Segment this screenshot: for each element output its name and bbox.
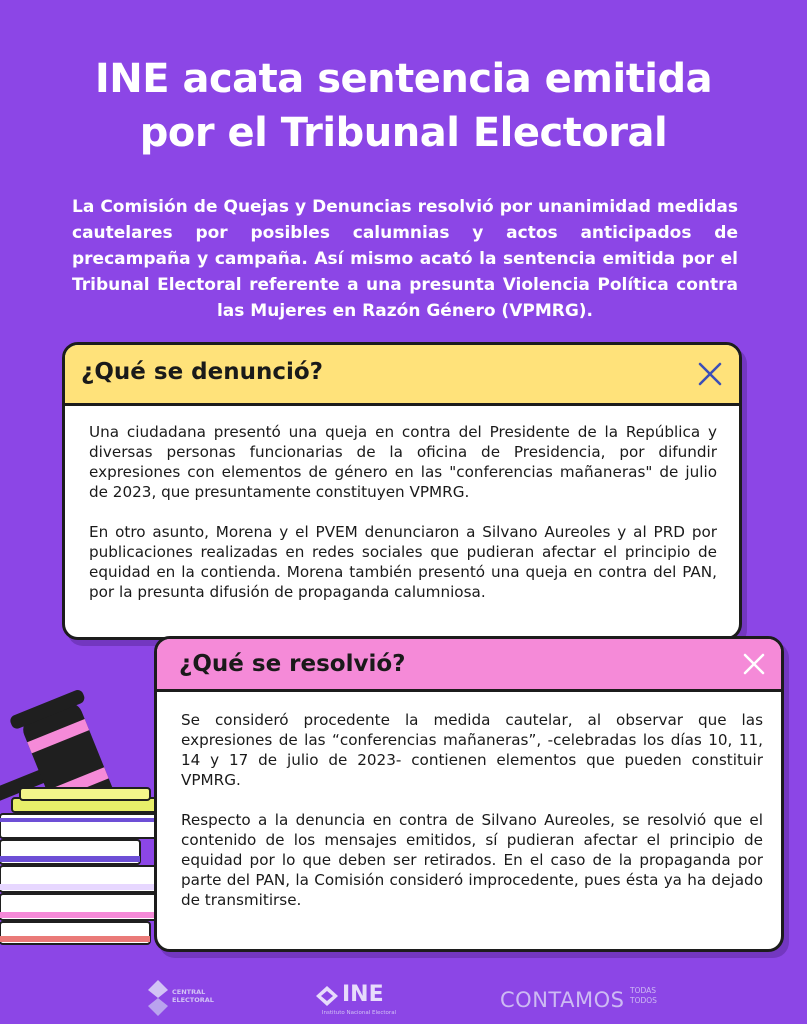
- card-resolucion: [154, 636, 784, 952]
- card-denuncia-paragraph-2: En otro asunto, Morena y el PVEM denunciaron a Silvano Aureoles y al PRD por publicaciones realizadas en redes sociales que pudieran afectar el principio de equidad en la contienda. Morena también presentó una queja en contra del PAN, por la presunta difusión de propaganda calumniosa.: [89, 523, 717, 601]
- ine-logo-subtitle: Instituto Nacional Electoral: [321, 1010, 397, 1016]
- ine-logo-text: INE: [342, 982, 384, 1007]
- central-electoral-logo: [146, 980, 226, 1020]
- card-denuncia: [62, 342, 742, 640]
- contamos-small-2: TODOS: [630, 996, 657, 1005]
- card-denuncia-header: [65, 345, 739, 406]
- contamos-text: CONTAMOS: [500, 988, 625, 1012]
- ine-logo: [314, 980, 402, 1020]
- card-denuncia-body: [65, 406, 739, 602]
- ine-emblem-icon: [314, 984, 340, 1010]
- central-electoral-icon: [146, 980, 170, 1016]
- card-resolucion-title: ¿Qué se resolvió?: [179, 651, 406, 677]
- card-resolucion-paragraph-1: Se consideró procedente la medida cautelar, al observar que las expresiones de las “conferencias mañaneras”, -celebradas los días 10, 11, 14 y 17 de julio de 2023- contienen elementos que pueden constituir VPMRG.: [181, 711, 763, 789]
- page-title: [0, 52, 807, 160]
- intro-text: La Comisión de Quejas y Denuncias resolvió por unanimidad medidas cautelares por posibles calumnias y actos anticipados de precampaña y campaña. Así mismo acató la sentencia emitida por el Tribunal Electoral referente a una presunta Violencia Política contra las Mujeres en Razón Género (VPMRG).: [72, 197, 738, 321]
- central-text-line-1: CENTRAL: [172, 988, 206, 996]
- central-text-line-2: ELECTORAL: [172, 996, 214, 1004]
- card-denuncia-paragraph-1: Una ciudadana presentó una queja en contra del Presidente de la República y diversas personas funcionarias de la oficina de Presidencia, por difundir expresiones con elementos de género en las "conferencias mañaneras" de julio de 2023, que presuntamente constituyen VPMRG.: [89, 423, 717, 501]
- title-line-1: INE acata sentencia emitida: [94, 56, 713, 102]
- close-icon[interactable]: [697, 361, 723, 387]
- card-resolucion-body: [157, 692, 781, 910]
- close-icon[interactable]: [741, 651, 767, 677]
- title-line-2: por el Tribunal Electoral: [139, 110, 668, 156]
- card-resolucion-paragraph-2: Respecto a la denuncia en contra de Silvano Aureoles, se resolvió que el contenido de los mensajes emitidos, sí pudieran afectar el principio de equidad por lo que deben ser retirados. En el caso de la propaganda por parte del PAN, la Comisión consideró improcedente, pues ésta ya ha dejado de transmitirse.: [181, 811, 763, 909]
- card-resolucion-header: [157, 639, 781, 692]
- contamos-small-1: TODAS: [630, 986, 657, 995]
- contamos-logo: [500, 980, 670, 1020]
- card-denuncia-title: ¿Qué se denunció?: [81, 359, 324, 385]
